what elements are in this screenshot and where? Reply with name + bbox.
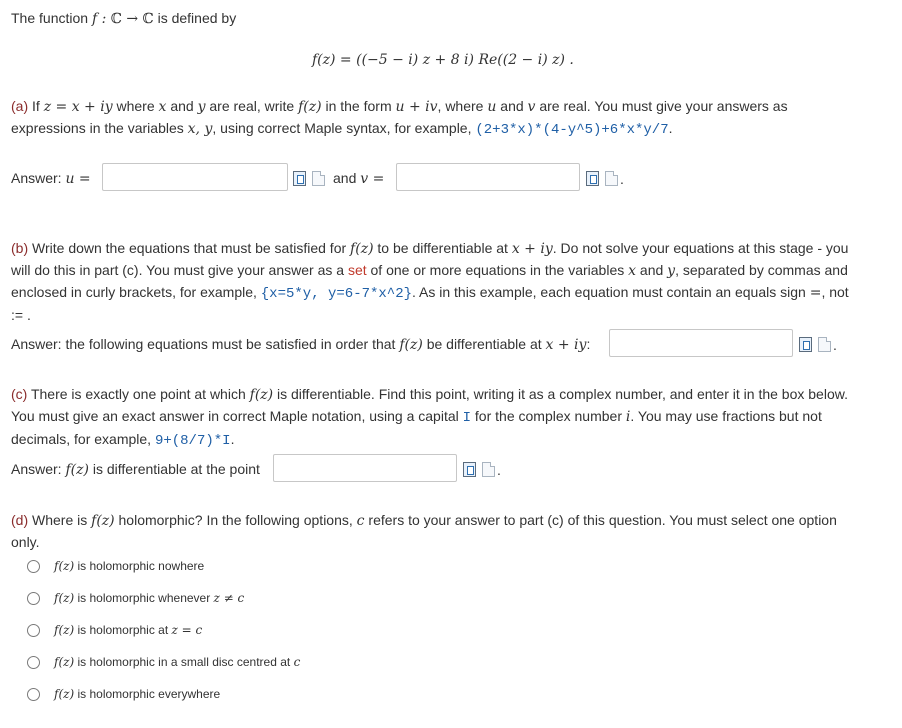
text: is holomorphic whenever	[74, 591, 214, 605]
intro-suffix: is defined by	[153, 10, 237, 26]
math: x	[158, 99, 167, 115]
point-input[interactable]	[273, 454, 457, 482]
v-input[interactable]	[396, 163, 580, 191]
radio-holomorphic-at-c[interactable]	[27, 624, 40, 637]
text: Answer: the following equations must be satisfied in order that	[11, 336, 400, 352]
math: f(z)	[249, 387, 274, 403]
equation-editor-icon[interactable]	[463, 462, 476, 477]
example-code: {x=5*y, y=6-7*x^2}	[260, 286, 413, 302]
text: are real, write	[205, 98, 299, 114]
text: is differentiable at the point	[88, 461, 260, 477]
preview-icon[interactable]	[818, 337, 831, 352]
math: f(z)	[54, 591, 75, 605]
math: y	[667, 263, 676, 279]
math: y	[197, 99, 206, 115]
text: .	[230, 431, 235, 447]
text: :	[586, 336, 591, 352]
intro-text	[11, 10, 236, 27]
text: for the complex number	[471, 408, 626, 424]
v-equals: v =	[360, 171, 385, 187]
answer-c-label	[11, 461, 260, 478]
text: and	[166, 98, 198, 114]
text: refers to your answer to part (c) of this question. You must select one option only.	[11, 512, 837, 550]
text: is holomorphic at	[74, 623, 172, 637]
intro-codomain: ℂ	[142, 11, 154, 27]
text: Where is	[28, 512, 92, 528]
math: f(z)	[65, 462, 89, 478]
answer-b-label	[11, 336, 590, 353]
math: z = x + iy	[43, 99, 113, 115]
option-label	[54, 591, 244, 605]
option-label	[54, 559, 204, 573]
part-b-text	[11, 238, 851, 326]
math: x	[628, 263, 637, 279]
intro-f: f :	[91, 11, 111, 27]
math: =	[809, 285, 822, 301]
capital-i-code: I	[462, 410, 472, 426]
math: f(z)	[54, 623, 75, 637]
text: where	[112, 98, 159, 114]
part-a-text	[11, 96, 851, 141]
text: to be differentiable at	[373, 240, 512, 256]
text: , using correct Maple syntax, for example,	[212, 120, 476, 136]
text: Write down the equations that must be satisfied for	[28, 240, 351, 256]
part-b-tag: (b)	[11, 240, 29, 256]
text: is holomorphic everywhere	[74, 687, 221, 701]
math: f(z)	[54, 687, 75, 701]
math: u	[487, 99, 497, 115]
math: x + iy	[511, 241, 553, 257]
math: x + iy	[545, 337, 587, 353]
text: .	[668, 120, 673, 136]
math: f(z)	[91, 513, 115, 529]
text: Answer:	[11, 461, 66, 477]
part-d-text	[11, 510, 851, 553]
part-c-tag: (c)	[11, 386, 28, 402]
function-definition: f(z) = ((−5 − i) z + 8 i) Re((2 − i) z) .	[312, 52, 574, 68]
math: f(z)	[350, 241, 374, 257]
math: x, y	[187, 121, 213, 137]
radio-holomorphic-everywhere[interactable]	[27, 688, 40, 701]
math: v	[527, 99, 536, 115]
text: be differentiable at	[422, 336, 546, 352]
preview-icon[interactable]	[605, 171, 618, 186]
text: :=	[11, 307, 24, 323]
equation-editor-icon[interactable]	[586, 171, 599, 186]
text: , not	[821, 284, 849, 300]
radio-holomorphic-disc[interactable]	[27, 656, 40, 669]
text: . As in this example, each equation must contain an equals sign	[412, 284, 810, 300]
intro-domain: ℂ	[110, 11, 122, 27]
option-label	[54, 687, 220, 701]
answer-a-label	[11, 170, 91, 187]
math: f(z)	[399, 337, 423, 353]
text: in the form	[321, 98, 396, 114]
set-word: set	[347, 262, 367, 278]
text: If	[28, 98, 44, 114]
radio-holomorphic-z-not-c[interactable]	[27, 592, 40, 605]
math: c	[356, 513, 365, 529]
math: z ≠ c	[213, 591, 245, 605]
text: , where	[437, 98, 488, 114]
equation-editor-icon[interactable]	[799, 337, 812, 352]
text: holomorphic? In the following options,	[114, 512, 357, 528]
text: , separated by commas and enclosed in curly brackets, for example,	[11, 262, 848, 300]
text: are real. You must give your answers as expressions in the variables	[11, 98, 788, 136]
example-code: (2+3*x)*(4-y^5)+6*x*y/7	[475, 122, 669, 138]
text: of one or more equations in the variables	[366, 262, 629, 278]
u-input[interactable]	[102, 163, 288, 191]
period: .	[620, 171, 624, 187]
and-v-label	[333, 170, 384, 187]
radio-holomorphic-nowhere[interactable]	[27, 560, 40, 573]
text: Answer:	[11, 170, 66, 186]
math: f(z)	[54, 559, 75, 573]
text: and	[636, 262, 668, 278]
example-code: 9+(8/7)*I	[154, 433, 231, 449]
part-a-tag: (a)	[11, 98, 29, 114]
part-c-text	[11, 384, 851, 452]
math: f(z)	[54, 655, 75, 669]
intro-arrow: →	[121, 11, 143, 27]
preview-icon[interactable]	[312, 171, 325, 186]
preview-icon[interactable]	[482, 462, 495, 477]
text: . Do not solve your equations at this stage - you will do this in part (c). You must give your answer as a	[11, 240, 849, 278]
option-label	[54, 655, 300, 669]
equations-input[interactable]	[609, 329, 793, 357]
text: . You may use fractions but not decimals, for example,	[11, 408, 822, 447]
text: and	[496, 98, 528, 114]
math: i	[625, 409, 631, 425]
equation-editor-icon[interactable]	[293, 171, 306, 186]
option-label	[54, 623, 202, 637]
text: There is exactly one point at which	[27, 386, 250, 402]
part-d-tag: (d)	[11, 512, 29, 528]
math: u + iv	[395, 99, 438, 115]
text: is differentiable. Find this point, writing it as a complex number, and enter it in the box below. You must give an exact answer in correct Maple notation, using a capital	[11, 386, 848, 424]
text: .	[23, 307, 31, 323]
intro-prefix: The function	[11, 10, 92, 26]
math: z = c	[171, 623, 203, 637]
u-equals: u =	[65, 171, 91, 187]
math: c	[293, 655, 301, 669]
text: and	[333, 170, 361, 186]
math: f(z)	[298, 99, 322, 115]
period: .	[497, 462, 501, 478]
text: is holomorphic in a small disc centred at	[74, 655, 294, 669]
period: .	[833, 337, 837, 353]
text: is holomorphic nowhere	[74, 559, 205, 573]
